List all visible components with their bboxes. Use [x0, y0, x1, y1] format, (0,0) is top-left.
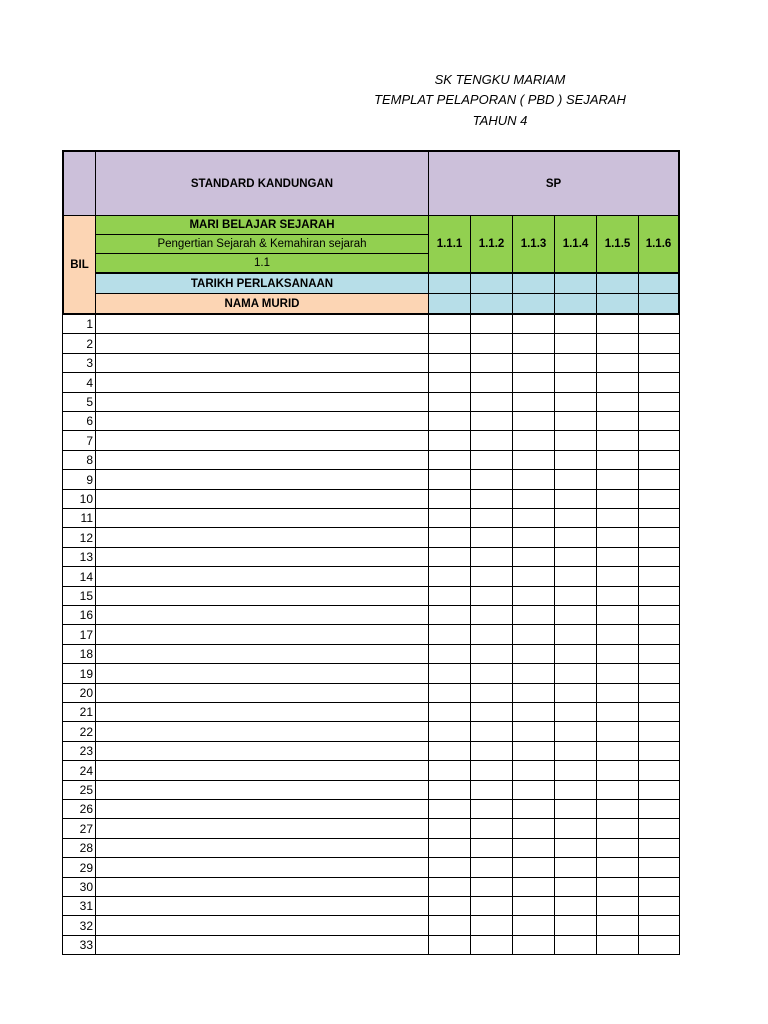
- score-cell: [596, 818, 639, 839]
- score-cell: [554, 896, 597, 916]
- score-cell: [554, 702, 597, 722]
- score-cell: [596, 683, 639, 703]
- student-name-cell: [95, 838, 429, 858]
- score-cell: [512, 586, 555, 606]
- score-cell: [554, 663, 597, 684]
- score-cell: [554, 605, 597, 625]
- score-cell: [596, 877, 639, 897]
- score-cell: [638, 392, 680, 412]
- score-cell: [554, 683, 597, 703]
- student-name-cell: [95, 547, 429, 567]
- score-cell: [512, 547, 555, 567]
- score-cell: [554, 314, 597, 334]
- score-cell: [554, 333, 597, 354]
- student-name-cell: [95, 430, 429, 451]
- score-cell: [428, 508, 471, 528]
- sp-code-cell: 1.1.4: [554, 215, 597, 274]
- score-cell: [554, 469, 597, 490]
- score-cell: [428, 411, 471, 431]
- score-cell: [428, 857, 471, 878]
- score-cell: [470, 683, 513, 703]
- score-cell: [638, 721, 680, 742]
- sp-date-cell: [554, 273, 597, 294]
- student-name-cell: [95, 644, 429, 664]
- student-name-cell: [95, 818, 429, 839]
- score-cell: [512, 333, 555, 354]
- student-name-cell: [95, 566, 429, 587]
- score-cell: [596, 780, 639, 800]
- score-cell: [596, 547, 639, 567]
- row-number: 25: [62, 780, 96, 800]
- row-number: 23: [62, 741, 96, 761]
- score-cell: [470, 721, 513, 742]
- score-cell: [470, 353, 513, 373]
- row-number: 14: [62, 566, 96, 587]
- score-cell: [638, 469, 680, 490]
- score-cell: [638, 818, 680, 839]
- score-cell: [470, 314, 513, 334]
- student-name-cell: [95, 508, 429, 528]
- score-cell: [512, 489, 555, 509]
- student-name-cell: [95, 760, 429, 781]
- student-name-cell: [95, 372, 429, 393]
- score-cell: [470, 430, 513, 451]
- sp-code-cell: 1.1.2: [470, 215, 513, 274]
- score-cell: [554, 915, 597, 936]
- score-cell: [470, 818, 513, 839]
- row-number: 4: [62, 372, 96, 393]
- score-cell: [512, 392, 555, 412]
- sp-header: SP: [428, 150, 680, 216]
- score-cell: [638, 527, 680, 548]
- score-cell: [596, 333, 639, 354]
- score-cell: [638, 663, 680, 684]
- student-name-cell: [95, 586, 429, 606]
- score-cell: [428, 430, 471, 451]
- student-name-cell: [95, 489, 429, 509]
- score-cell: [470, 838, 513, 858]
- score-cell: [596, 760, 639, 781]
- score-cell: [638, 741, 680, 761]
- row-number: 6: [62, 411, 96, 431]
- sp-date-cell: [638, 273, 680, 294]
- score-cell: [638, 314, 680, 334]
- score-cell: [428, 605, 471, 625]
- score-cell: [512, 780, 555, 800]
- score-cell: [596, 663, 639, 684]
- score-cell: [596, 915, 639, 936]
- row-number: 12: [62, 527, 96, 548]
- score-cell: [638, 586, 680, 606]
- score-cell: [470, 915, 513, 936]
- score-cell: [470, 663, 513, 684]
- row-number: 21: [62, 702, 96, 722]
- score-cell: [596, 411, 639, 431]
- score-cell: [428, 838, 471, 858]
- score-cell: [428, 450, 471, 470]
- score-cell: [554, 566, 597, 587]
- score-cell: [638, 683, 680, 703]
- score-cell: [512, 818, 555, 839]
- score-cell: [512, 935, 555, 955]
- student-name-cell: [95, 333, 429, 354]
- score-cell: [638, 566, 680, 587]
- row-number: 28: [62, 838, 96, 858]
- row-number: 31: [62, 896, 96, 916]
- score-cell: [596, 353, 639, 373]
- score-cell: [554, 411, 597, 431]
- score-cell: [554, 799, 597, 819]
- score-cell: [512, 450, 555, 470]
- sp-name-cell: [596, 293, 639, 315]
- student-name-cell: [95, 411, 429, 431]
- score-cell: [428, 780, 471, 800]
- score-cell: [512, 411, 555, 431]
- topic-cell: MARI BELAJAR SEJARAH: [95, 215, 429, 235]
- score-cell: [596, 566, 639, 587]
- score-cell: [470, 527, 513, 548]
- student-name-cell: [95, 314, 429, 334]
- score-cell: [554, 489, 597, 509]
- score-cell: [512, 877, 555, 897]
- score-cell: [428, 741, 471, 761]
- score-cell: [428, 566, 471, 587]
- score-cell: [470, 372, 513, 393]
- score-cell: [554, 935, 597, 955]
- score-cell: [638, 702, 680, 722]
- score-cell: [470, 566, 513, 587]
- student-name-cell: [95, 915, 429, 936]
- score-cell: [428, 760, 471, 781]
- student-name-cell: [95, 799, 429, 819]
- score-cell: [554, 392, 597, 412]
- row-number: 18: [62, 644, 96, 664]
- score-cell: [512, 760, 555, 781]
- score-cell: [470, 469, 513, 490]
- score-cell: [638, 780, 680, 800]
- student-name-cell: [95, 857, 429, 878]
- score-cell: [428, 392, 471, 412]
- row-number: 32: [62, 915, 96, 936]
- score-cell: [512, 566, 555, 587]
- sp-date-cell: [512, 273, 555, 294]
- sp-name-cell: [470, 293, 513, 315]
- score-cell: [470, 508, 513, 528]
- score-cell: [554, 721, 597, 742]
- score-cell: [638, 857, 680, 878]
- row-number: 26: [62, 799, 96, 819]
- sp-code-cell: 1.1.3: [512, 215, 555, 274]
- score-cell: [596, 799, 639, 819]
- score-cell: [470, 450, 513, 470]
- score-cell: [428, 915, 471, 936]
- score-cell: [428, 469, 471, 490]
- score-cell: [512, 469, 555, 490]
- score-cell: [512, 430, 555, 451]
- score-cell: [470, 760, 513, 781]
- row-number: 13: [62, 547, 96, 567]
- row-number: 33: [62, 935, 96, 955]
- score-cell: [470, 935, 513, 955]
- row-number: 9: [62, 469, 96, 490]
- score-cell: [428, 547, 471, 567]
- score-cell: [638, 411, 680, 431]
- bil-header: BIL: [62, 215, 96, 315]
- student-name-cell: [95, 896, 429, 916]
- score-cell: [512, 663, 555, 684]
- row-number: 16: [62, 605, 96, 625]
- score-cell: [638, 799, 680, 819]
- student-name-label: NAMA MURID: [95, 293, 429, 315]
- score-cell: [470, 392, 513, 412]
- sp-name-cell: [428, 293, 471, 315]
- score-cell: [512, 624, 555, 645]
- score-cell: [512, 372, 555, 393]
- score-cell: [554, 818, 597, 839]
- template-title: TEMPLAT PELAPORAN ( PBD ) SEJARAH: [374, 92, 626, 107]
- score-cell: [428, 935, 471, 955]
- score-cell: [512, 915, 555, 936]
- score-cell: [554, 527, 597, 548]
- score-cell: [470, 857, 513, 878]
- row-number: 7: [62, 430, 96, 451]
- score-cell: [554, 586, 597, 606]
- score-cell: [638, 644, 680, 664]
- score-cell: [428, 353, 471, 373]
- score-cell: [596, 586, 639, 606]
- score-cell: [596, 896, 639, 916]
- score-cell: [638, 508, 680, 528]
- score-cell: [512, 741, 555, 761]
- score-cell: [470, 741, 513, 761]
- score-cell: [596, 857, 639, 878]
- score-cell: [428, 702, 471, 722]
- standard-code-cell: 1.1: [95, 253, 429, 274]
- score-cell: [512, 702, 555, 722]
- score-cell: [470, 489, 513, 509]
- student-name-cell: [95, 605, 429, 625]
- standard-kandungan-header: STANDARD KANDUNGAN: [95, 150, 429, 216]
- score-cell: [512, 683, 555, 703]
- score-cell: [638, 489, 680, 509]
- sp-name-cell: [512, 293, 555, 315]
- score-cell: [596, 838, 639, 858]
- score-cell: [428, 799, 471, 819]
- sp-code-cell: 1.1.5: [596, 215, 639, 274]
- score-cell: [554, 760, 597, 781]
- score-cell: [470, 799, 513, 819]
- row-number: 3: [62, 353, 96, 373]
- score-cell: [428, 333, 471, 354]
- row-number: 15: [62, 586, 96, 606]
- row-number: 5: [62, 392, 96, 412]
- score-cell: [554, 372, 597, 393]
- score-cell: [470, 547, 513, 567]
- score-cell: [470, 780, 513, 800]
- score-cell: [428, 372, 471, 393]
- score-cell: [554, 644, 597, 664]
- row-number: 20: [62, 683, 96, 703]
- score-cell: [554, 353, 597, 373]
- score-cell: [428, 314, 471, 334]
- score-cell: [428, 896, 471, 916]
- score-cell: [638, 838, 680, 858]
- row-number: 2: [62, 333, 96, 354]
- score-cell: [554, 624, 597, 645]
- score-cell: [512, 721, 555, 742]
- score-cell: [428, 624, 471, 645]
- sp-date-cell: [596, 273, 639, 294]
- student-name-cell: [95, 469, 429, 490]
- student-name-cell: [95, 392, 429, 412]
- score-cell: [638, 353, 680, 373]
- student-name-cell: [95, 935, 429, 955]
- score-cell: [638, 624, 680, 645]
- score-cell: [428, 683, 471, 703]
- row-number: 29: [62, 857, 96, 878]
- sp-name-cell: [638, 293, 680, 315]
- score-cell: [554, 450, 597, 470]
- score-cell: [596, 314, 639, 334]
- row-number: 1: [62, 314, 96, 334]
- student-name-cell: [95, 527, 429, 548]
- subtopic-cell: Pengertian Sejarah & Kemahiran sejarah: [95, 234, 429, 254]
- score-cell: [638, 760, 680, 781]
- score-cell: [596, 392, 639, 412]
- score-cell: [470, 702, 513, 722]
- score-cell: [428, 489, 471, 509]
- score-cell: [512, 799, 555, 819]
- score-cell: [638, 450, 680, 470]
- score-cell: [596, 935, 639, 955]
- score-cell: [596, 605, 639, 625]
- score-cell: [638, 877, 680, 897]
- score-cell: [470, 644, 513, 664]
- score-cell: [596, 469, 639, 490]
- score-cell: [428, 877, 471, 897]
- score-cell: [554, 547, 597, 567]
- score-cell: [428, 663, 471, 684]
- score-cell: [428, 721, 471, 742]
- implementation-date-label: TARIKH PERLAKSANAAN: [95, 273, 429, 294]
- score-cell: [596, 721, 639, 742]
- score-cell: [596, 508, 639, 528]
- score-cell: [596, 702, 639, 722]
- score-cell: [638, 547, 680, 567]
- row-number: 19: [62, 663, 96, 684]
- score-cell: [596, 489, 639, 509]
- score-cell: [512, 314, 555, 334]
- score-cell: [638, 430, 680, 451]
- row-number: 24: [62, 760, 96, 781]
- row-number: 22: [62, 721, 96, 742]
- sp-date-cell: [470, 273, 513, 294]
- score-cell: [470, 877, 513, 897]
- sp-name-cell: [554, 293, 597, 315]
- score-cell: [428, 818, 471, 839]
- student-name-cell: [95, 877, 429, 897]
- row-number: 27: [62, 818, 96, 839]
- score-cell: [554, 877, 597, 897]
- score-cell: [428, 527, 471, 548]
- score-cell: [554, 780, 597, 800]
- score-cell: [596, 741, 639, 761]
- row-number: 10: [62, 489, 96, 509]
- score-cell: [638, 333, 680, 354]
- score-cell: [470, 896, 513, 916]
- score-cell: [470, 586, 513, 606]
- score-cell: [470, 333, 513, 354]
- score-cell: [554, 430, 597, 451]
- score-cell: [470, 624, 513, 645]
- score-cell: [638, 605, 680, 625]
- score-cell: [512, 896, 555, 916]
- sp-code-cell: 1.1.1: [428, 215, 471, 274]
- score-cell: [512, 527, 555, 548]
- score-cell: [428, 644, 471, 664]
- student-name-cell: [95, 683, 429, 703]
- row-number: 8: [62, 450, 96, 470]
- row-number: 30: [62, 877, 96, 897]
- school-name: SK TENGKU MARIAM: [434, 72, 566, 87]
- score-cell: [512, 838, 555, 858]
- score-cell: [512, 605, 555, 625]
- student-name-cell: [95, 450, 429, 470]
- score-cell: [470, 411, 513, 431]
- student-name-cell: [95, 780, 429, 800]
- student-name-cell: [95, 663, 429, 684]
- sp-code-cell: 1.1.6: [638, 215, 680, 274]
- score-cell: [596, 624, 639, 645]
- score-cell: [596, 450, 639, 470]
- student-name-cell: [95, 741, 429, 761]
- student-name-cell: [95, 721, 429, 742]
- student-name-cell: [95, 353, 429, 373]
- score-cell: [512, 644, 555, 664]
- score-cell: [428, 586, 471, 606]
- row-number: 11: [62, 508, 96, 528]
- score-cell: [596, 372, 639, 393]
- row-number: 17: [62, 624, 96, 645]
- score-cell: [512, 857, 555, 878]
- score-cell: [638, 372, 680, 393]
- score-cell: [512, 353, 555, 373]
- score-cell: [596, 644, 639, 664]
- score-cell: [512, 508, 555, 528]
- year-label: TAHUN 4: [472, 113, 528, 128]
- score-cell: [596, 430, 639, 451]
- score-cell: [596, 527, 639, 548]
- sp-date-cell: [428, 273, 471, 294]
- score-cell: [554, 857, 597, 878]
- student-name-cell: [95, 624, 429, 645]
- score-cell: [554, 838, 597, 858]
- score-cell: [554, 508, 597, 528]
- score-cell: [638, 935, 680, 955]
- score-cell: [638, 915, 680, 936]
- score-cell: [470, 605, 513, 625]
- student-name-cell: [95, 702, 429, 722]
- score-cell: [554, 741, 597, 761]
- score-cell: [638, 896, 680, 916]
- header-corner-cell: [62, 150, 96, 216]
